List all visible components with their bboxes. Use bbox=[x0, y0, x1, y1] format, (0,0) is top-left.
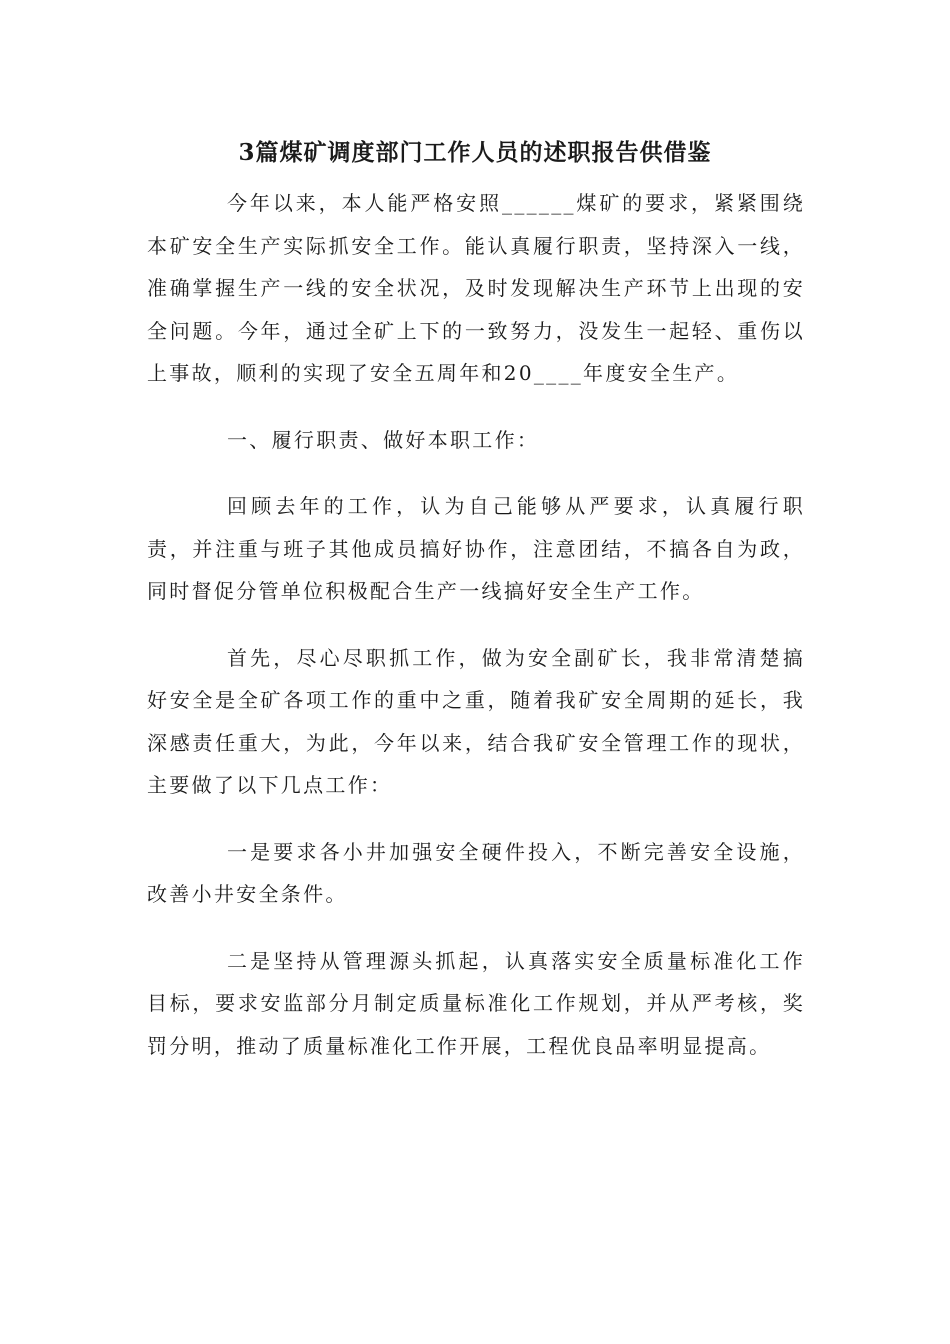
section-heading-duties: 一、履行职责、做好本职工作： bbox=[227, 427, 540, 452]
document-title: 3篇煤矿调度部门工作人员的述职报告供借鉴 bbox=[238, 139, 712, 166]
paragraph-review: 回顾去年的工作，认为自己能够从严要求，认真履行职责，并注重与班子其他成员搞好协作，注意团结，不搞各自为政，同时督促分管单位积极配合生产一线搞好安全生产工作。 bbox=[147, 494, 805, 603]
document-body bbox=[147, 182, 805, 1067]
paragraph-first: 首先，尽心尽职抓工作，做为安全副矿长，我非常清楚搞好安全是全矿各项工作的重中之重，随着我矿安全周期的延长，我深感责任重大，为此，今年以来，结合我矿安全管理工作的现状，主要做了以下几点工作： bbox=[147, 645, 805, 797]
paragraph-intro: 今年以来，本人能严格安照______煤矿的要求，紧紧围绕本矿安全生产实际抓安全工作。能认真履行职责，坚持深入一线，准确掌握生产一线的安全状况，及时发现解决生产环节上出现的安全问题。今年，通过全矿上下的一致努力，没发生一起轻、重伤以上事故，顺利的实现了安全五周年和20____年度安全生产。 bbox=[147, 191, 805, 385]
paragraph-point-one: 一是要求各小井加强安全硬件投入，不断完善安全设施，改善小井安全条件。 bbox=[147, 839, 805, 906]
paragraph-point-two: 二是坚持从管理源头抓起，认真落实安全质量标准化工作目标，要求安监部分月制定质量标准化工作规划，并从严考核，奖罚分明，推动了质量标准化工作开展，工程优良品率明显提高。 bbox=[147, 948, 805, 1058]
